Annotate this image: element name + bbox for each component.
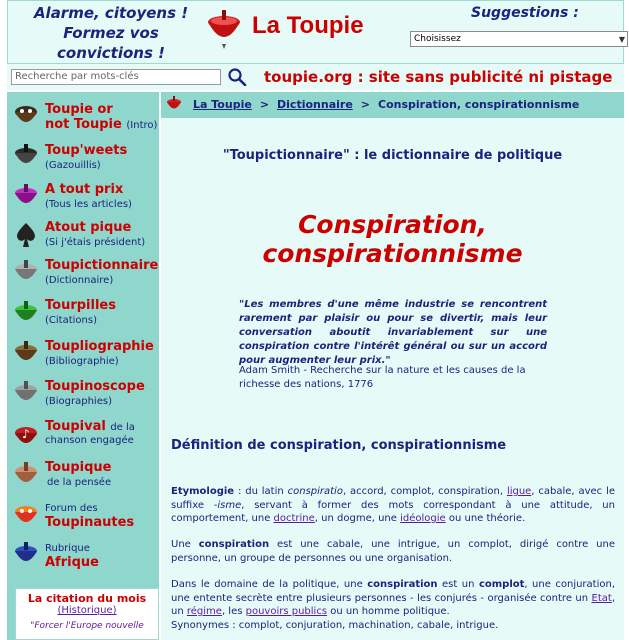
breadcrumb-section-link[interactable]: Dictionnaire [277, 98, 353, 111]
sidebar-item-title: Toupique [45, 460, 112, 475]
sidebar-item-title: Toupival de la [45, 419, 135, 434]
sidebar-item-toupique[interactable] [7, 456, 159, 496]
link-doctrine[interactable]: doctrine [273, 513, 315, 524]
sidebar-item-intro[interactable] [7, 96, 159, 136]
spinning-top-icon [11, 299, 41, 329]
sidebar-item-title: Toup'weets [45, 143, 128, 158]
breadcrumb-bar [161, 92, 624, 118]
monthly-quote-box [15, 588, 159, 640]
link-etat[interactable]: Etat [591, 592, 612, 604]
breadcrumb-home-link[interactable]: La Toupie [193, 98, 252, 111]
spinning-top-icon [11, 379, 41, 409]
suggestions-selected-value: Choisissez [414, 34, 461, 44]
breadcrumb-separator: > [360, 98, 370, 111]
sidebar-item-dictionnaire[interactable] [7, 254, 159, 294]
slogan-line: Formez vos [63, 24, 159, 42]
link-ideologie[interactable]: idéologie [400, 513, 446, 524]
slogan [22, 3, 200, 63]
spinning-top-icon [165, 95, 183, 113]
spinning-top-icon [11, 142, 41, 172]
suggestions-title: Suggestions : [471, 5, 579, 21]
sidebar-item-subtitle: (Citations) [45, 315, 97, 326]
link-ligue[interactable]: ligue [506, 486, 532, 497]
sidebar-item-title: A tout prix [45, 182, 124, 197]
sidebar-item-title: not Toupie (Intro) [45, 117, 158, 132]
sidebar-item-subtitle: (Dictionnaire) [45, 275, 114, 286]
search-row [7, 64, 624, 90]
breadcrumb-current: Conspiration, conspirationnisme [378, 98, 580, 111]
politics-paragraph: Dans le domaine de la politique, une conspiration est un complot, une conjuration, une entente secrète entre plusieurs personnes - les conjurés - organisée contre un Etat, un régime, les pouvoirs publics ou un homme politique. [171, 579, 616, 617]
sidebar-item-title: Tourpilles [45, 298, 116, 313]
spinning-top-icon [11, 100, 41, 130]
synonyms-line: Synonymes : complot, conjuration, machination, cabale, intrigue. [171, 620, 499, 631]
sidebar-item-title: Toupie or [45, 102, 113, 117]
main-content [161, 92, 624, 640]
sidebar-item-subtitle: (Si j'étais président) [45, 237, 146, 248]
monthly-quote-snippet: "Forcer l'Europe nouvelle [30, 621, 144, 631]
sidebar-item-subtitle: (Gazouillis) [45, 160, 101, 171]
slogan-line: Alarme, citoyens ! [33, 4, 189, 22]
sidebar [7, 92, 159, 640]
spinning-top-icon [11, 460, 41, 490]
sidebar-item-bibliographie[interactable] [7, 335, 159, 375]
site-tagline: toupie.org : site sans publicité ni pistage [264, 68, 613, 86]
spinning-top-icon [11, 182, 41, 212]
sidebar-item-title: Toupinautes [45, 515, 135, 530]
slogan-line: convictions ! [57, 44, 165, 62]
sidebar-item-pretitle: Rubrique [45, 543, 90, 554]
sidebar-item-subtitle: (Biographies) [45, 396, 112, 407]
definition-heading: Définition de conspiration, conspirationnisme [171, 438, 507, 453]
definition-paragraph: Une conspiration est une cabale, une intrigue, un complot, dirigé contre une personne, un groupe de personnes ou une organisation. [171, 539, 615, 564]
sidebar-item-subtitle: de la pensée [47, 477, 112, 488]
epigraph-quote: "Les membres d'une même industrie se rencontrent rarement par plaisir ou pour se divertir, mais leur conversation aboutit invariablement sur une conspiration contre l'intérêt général ou sur un accord pour augmenter leur prix." [239, 299, 547, 366]
sidebar-item-title: Afrique [45, 555, 99, 570]
svg-text:♪: ♪ [22, 427, 30, 441]
search-input[interactable]: Recherche par mots-clés [11, 69, 221, 85]
site-logo-text[interactable]: La Toupie [252, 12, 364, 39]
music-note-icon [11, 420, 41, 450]
spinning-top-icon [11, 339, 41, 369]
breadcrumb [193, 98, 579, 111]
spade-icon [11, 220, 41, 250]
quote-history-link[interactable]: (Historique) [57, 605, 117, 616]
search-icon[interactable] [227, 68, 247, 86]
suggestions-select[interactable] [410, 31, 628, 47]
sidebar-item-forum[interactable] [7, 496, 159, 536]
sidebar-item-toupival[interactable] [7, 416, 159, 456]
sidebar-item-articles[interactable] [7, 178, 159, 218]
sidebar-item-pretitle: Forum des [45, 503, 98, 514]
spinning-top-icon [11, 258, 41, 288]
chevron-down-icon: ▼ [618, 35, 625, 44]
sidebar-item-title: Toupliographie [45, 339, 154, 354]
sidebar-item-subtitle: (Bibliographie) [45, 356, 119, 367]
dictionary-title: "Toupictionnaire" : le dictionnaire de politique [222, 148, 563, 163]
sidebar-item-afrique[interactable] [7, 536, 159, 576]
etymology-paragraph: Etymologie : du latin conspiratio, accord, complot, conspiration, ligue, cabale, avec le suffixe -isme, servant à former des mots correspondant à une attitude, un comportement, une doctrine, un dogme, une idéologie ou une théorie. [171, 486, 615, 524]
sidebar-item-title: Toupinoscope [45, 379, 145, 394]
epigraph-author: Adam Smith - Recherche sur la nature et les causes de la richesse des nations, 1776 [239, 365, 526, 390]
sidebar-item-subtitle: (Tous les articles) [45, 199, 132, 210]
breadcrumb-separator: > [259, 98, 270, 111]
page-title: Conspiration, conspirationnisme [262, 210, 523, 268]
spinning-top-icon [11, 540, 41, 570]
spinning-top-icon [11, 500, 41, 530]
sidebar-item-biographies[interactable] [7, 375, 159, 415]
spinning-top-logo-icon[interactable] [203, 8, 245, 50]
link-pouvoirs-publics[interactable]: pouvoirs publics [245, 606, 328, 617]
sidebar-item-title: Atout pique [45, 220, 132, 235]
sidebar-item-subtitle: chanson engagée [45, 435, 134, 446]
link-regime[interactable]: régime [186, 606, 222, 617]
sidebar-item-atout-pique[interactable] [7, 216, 159, 256]
monthly-quote-title: La citation du mois [27, 592, 147, 605]
sidebar-item-title: Toupictionnaire [45, 258, 159, 273]
sidebar-item-citations[interactable] [7, 295, 159, 335]
sidebar-item-toupweets[interactable] [7, 138, 159, 178]
